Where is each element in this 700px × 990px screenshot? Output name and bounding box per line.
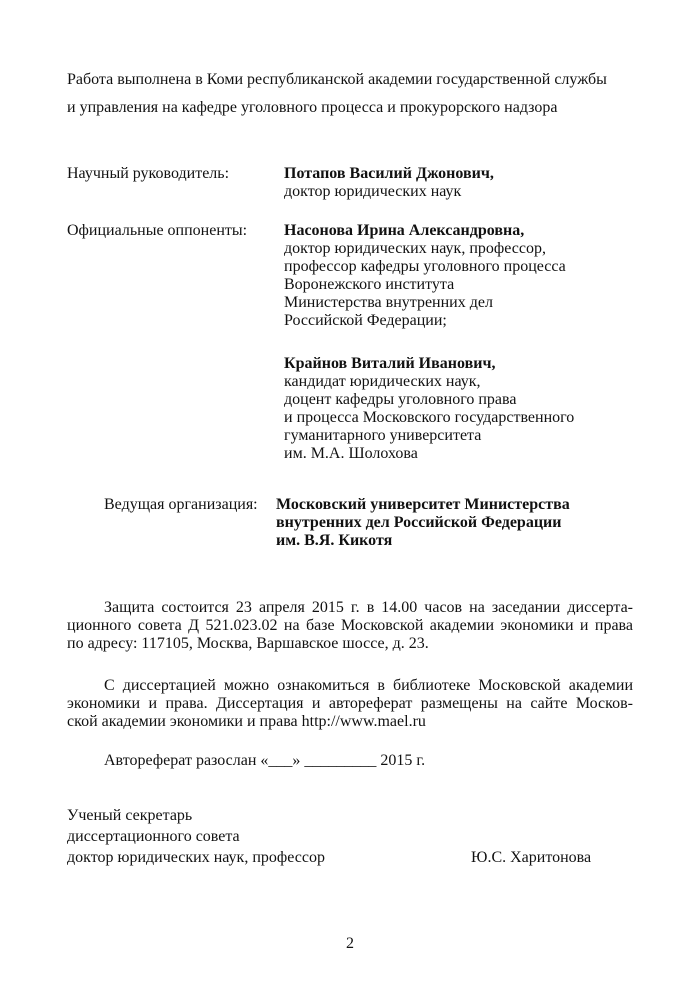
leading-org-line: им. В.Я. Кикотя xyxy=(276,532,393,549)
library-line: С диссертацией можно ознакомиться в библиотеке Московской академии xyxy=(104,677,633,694)
supervisor-detail: доктор юридических наук xyxy=(284,183,462,200)
defense-line: Защита состоится 23 апреля 2015 г. в 14.00 часов на заседании диссерта- xyxy=(104,599,633,616)
defense-line: ционного совета Д 521.023.02 на базе Московской академии экономики и права xyxy=(67,617,633,634)
leading-org-line: внутренних дел Российской Федерации xyxy=(276,514,562,531)
opponent-2-detail: гуманитарного университета xyxy=(284,427,482,444)
secretary-name: Ю.С. Харитонова xyxy=(471,849,592,866)
opponent-1-detail: Министерства внутренних дел xyxy=(284,294,493,311)
opponent-2-detail: кандидат юридических наук, xyxy=(284,373,481,390)
defense-line: по адресу: 117105, Москва, Варшавское шоссе, д. 23. xyxy=(67,635,429,652)
opponent-1-detail: Воронежского института xyxy=(284,276,455,293)
leading-org-line: Московский университет Министерства xyxy=(276,496,570,513)
opponent-1-detail: Российской Федерации; xyxy=(284,312,447,329)
supervisor-name: Потапов Василий Джонович, xyxy=(284,165,494,182)
opponent-1-detail: доктор юридических наук, профессор, xyxy=(284,240,546,257)
secretary-line: Ученый секретарь xyxy=(67,807,193,824)
opponent-2-name: Крайнов Виталий Иванович, xyxy=(284,355,496,372)
opponent-2-detail: им. М.А. Шолохова xyxy=(284,445,418,462)
opponent-1-name: Насонова Ирина Александровна, xyxy=(284,222,525,239)
opponent-2-detail: доцент кафедры уголовного права xyxy=(284,391,517,408)
library-line: экономики и права. Диссертация и автореферат размещены на сайте Москов- xyxy=(67,695,633,712)
library-line: ской академии экономики и права http://www.mael.ru xyxy=(67,713,426,730)
secretary-line: диссертационного совета xyxy=(67,828,240,845)
sent-date: Автореферат разослан «___» _________ 2015 г. xyxy=(104,752,426,769)
page-number: 2 xyxy=(346,935,354,952)
intro-line: и управления на кафедре уголовного процесса и прокурорского надзора xyxy=(67,99,558,116)
leading-org-label: Ведущая организация: xyxy=(104,496,258,513)
opponent-2-detail: и процесса Московского государственного xyxy=(284,409,575,426)
supervisor-label: Научный руководитель: xyxy=(67,165,230,182)
secretary-line: доктор юридических наук, профессор xyxy=(67,849,325,866)
opponents-label: Официальные оппоненты: xyxy=(67,222,248,239)
opponent-1-detail: профессор кафедры уголовного процесса xyxy=(284,258,566,275)
intro-line: Работа выполнена в Коми республиканской академии государственной службы xyxy=(67,71,607,88)
